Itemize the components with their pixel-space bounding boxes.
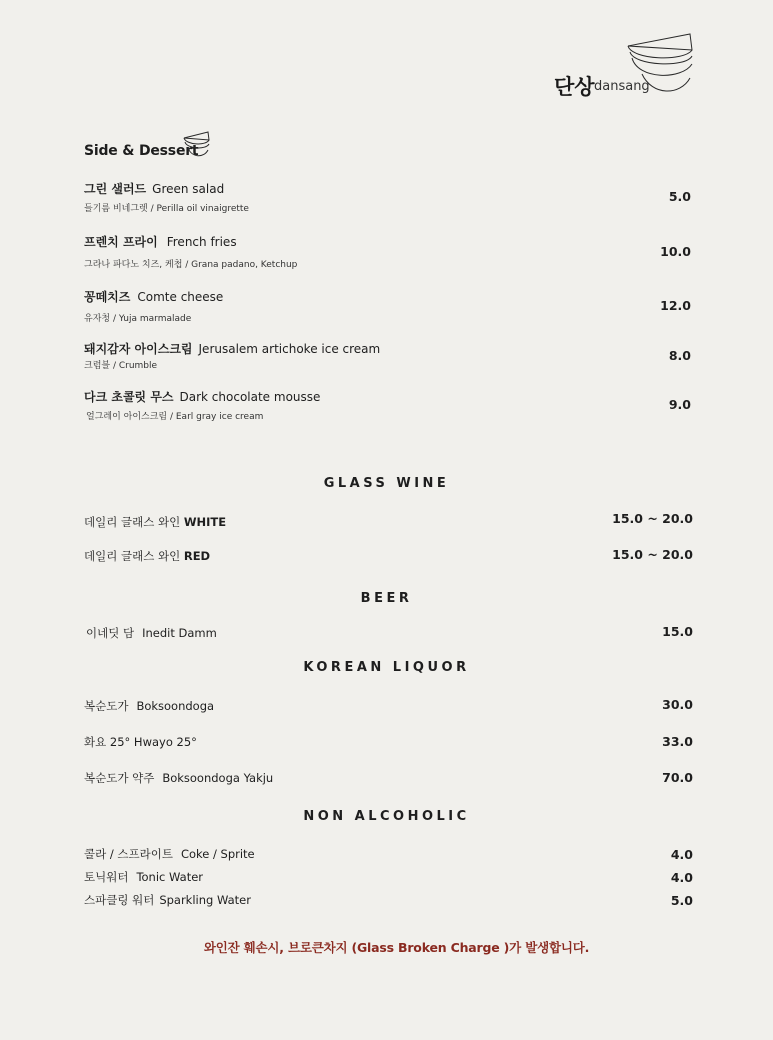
- item-name-english: Boksoondoga Yakju: [162, 771, 274, 785]
- item-price: 33.0: [662, 734, 693, 749]
- item-name-english: Green salad: [152, 182, 225, 196]
- item-name-korean: 화요 25°: [84, 735, 131, 749]
- item-name-korean: 데일리 글래스 와인: [84, 549, 181, 563]
- item-name-english: Dark chocolate mousse: [179, 390, 321, 404]
- glass-broken-charge-notice: 와인잔 훼손시, 브로큰차지 (Glass Broken Charge )가 발생합니다.: [203, 940, 590, 955]
- item-price: 10.0: [660, 244, 691, 259]
- item-name-korean: 토닉워터: [84, 870, 129, 884]
- item-description: 얼그레이 아이스크림 / Earl gray ice cream: [86, 412, 264, 422]
- menu-item-name: [84, 340, 380, 357]
- section-title-beer: BEER: [360, 591, 413, 606]
- item-price: 70.0: [662, 770, 693, 785]
- stacked-bowls-icon: [624, 30, 696, 100]
- item-name-korean: 꽁떼치즈: [84, 290, 131, 304]
- item-name-english: French fries: [166, 235, 237, 249]
- drink-item: [84, 892, 251, 908]
- item-price: 30.0: [662, 697, 693, 712]
- logo-english: dansang: [594, 79, 650, 94]
- beer-item: [86, 625, 217, 641]
- section-title-non-alcoholic: NON ALCOHOLIC: [303, 809, 470, 824]
- item-price: 5.0: [668, 189, 691, 204]
- menu-item-name: [84, 288, 223, 305]
- item-description: 그라나 파다노 치즈, 케첩 / Grana padano, Ketchup: [84, 260, 298, 270]
- item-name-english: RED: [183, 549, 211, 563]
- item-name-english: WHITE: [183, 515, 227, 529]
- liquor-item: [84, 734, 197, 750]
- item-name-english: Comte cheese: [137, 290, 224, 304]
- item-name-english: Sparkling Water: [159, 893, 251, 907]
- menu-item-name: [84, 388, 320, 405]
- item-price: 9.0: [668, 397, 691, 412]
- item-name-korean: 그린 샐러드: [84, 182, 147, 196]
- drink-item: [84, 869, 203, 885]
- item-name-korean: 이네딧 담: [86, 626, 135, 640]
- section-title-side-dessert: Side & Dessert: [84, 143, 199, 159]
- item-name-korean: 복순도가: [84, 699, 129, 713]
- liquor-item: [84, 698, 214, 714]
- item-name-korean: 다크 초콜릿 무스: [84, 390, 174, 404]
- liquor-item: [84, 770, 273, 786]
- item-price: 4.0: [670, 847, 693, 862]
- item-name-korean: 프렌치 프라이: [84, 235, 158, 249]
- item-price: 15.0: [662, 624, 693, 639]
- item-description: 크럼블 / Crumble: [84, 361, 158, 371]
- drink-item: [84, 846, 255, 862]
- item-name-english: Tonic Water: [136, 870, 204, 884]
- item-price: 4.0: [670, 870, 693, 885]
- menu-item-name: [84, 180, 224, 197]
- wine-item: [84, 548, 210, 564]
- item-price: 5.0: [670, 893, 693, 908]
- item-name-english: Inedit Damm: [142, 626, 217, 640]
- item-name-english: Hwayo 25°: [133, 735, 197, 749]
- item-name-korean: 스파클링 워터: [84, 893, 155, 907]
- item-name-english: Coke / Sprite: [180, 847, 255, 861]
- logo-korean: 단상: [554, 75, 595, 99]
- section-title-korean-liquor: KOREAN LIQUOR: [303, 660, 470, 675]
- item-description: 유자청 / Yuja marmalade: [84, 314, 192, 324]
- item-price: 8.0: [668, 348, 691, 363]
- menu-item-name: [84, 233, 237, 250]
- item-name-korean: 데일리 글래스 와인: [84, 515, 181, 529]
- small-bowls-icon: [182, 130, 212, 160]
- wine-item: [84, 514, 226, 530]
- item-description: 들기름 비네그렛 / Perilla oil vinaigrette: [84, 204, 249, 214]
- item-name-korean: 돼지감자 아이스크림: [84, 342, 193, 356]
- item-price: 12.0: [660, 298, 691, 313]
- item-price: 15.0 ~ 20.0: [612, 511, 693, 526]
- item-price: 15.0 ~ 20.0: [612, 547, 693, 562]
- item-name-korean: 콜라 / 스프라이트: [84, 847, 173, 861]
- item-name-korean: 복순도가 약주: [84, 771, 155, 785]
- item-name-english: Boksoondoga: [136, 699, 215, 713]
- item-name-english: Jerusalem artichoke ice cream: [198, 342, 381, 356]
- section-title-glass-wine: GLASS WINE: [323, 476, 450, 491]
